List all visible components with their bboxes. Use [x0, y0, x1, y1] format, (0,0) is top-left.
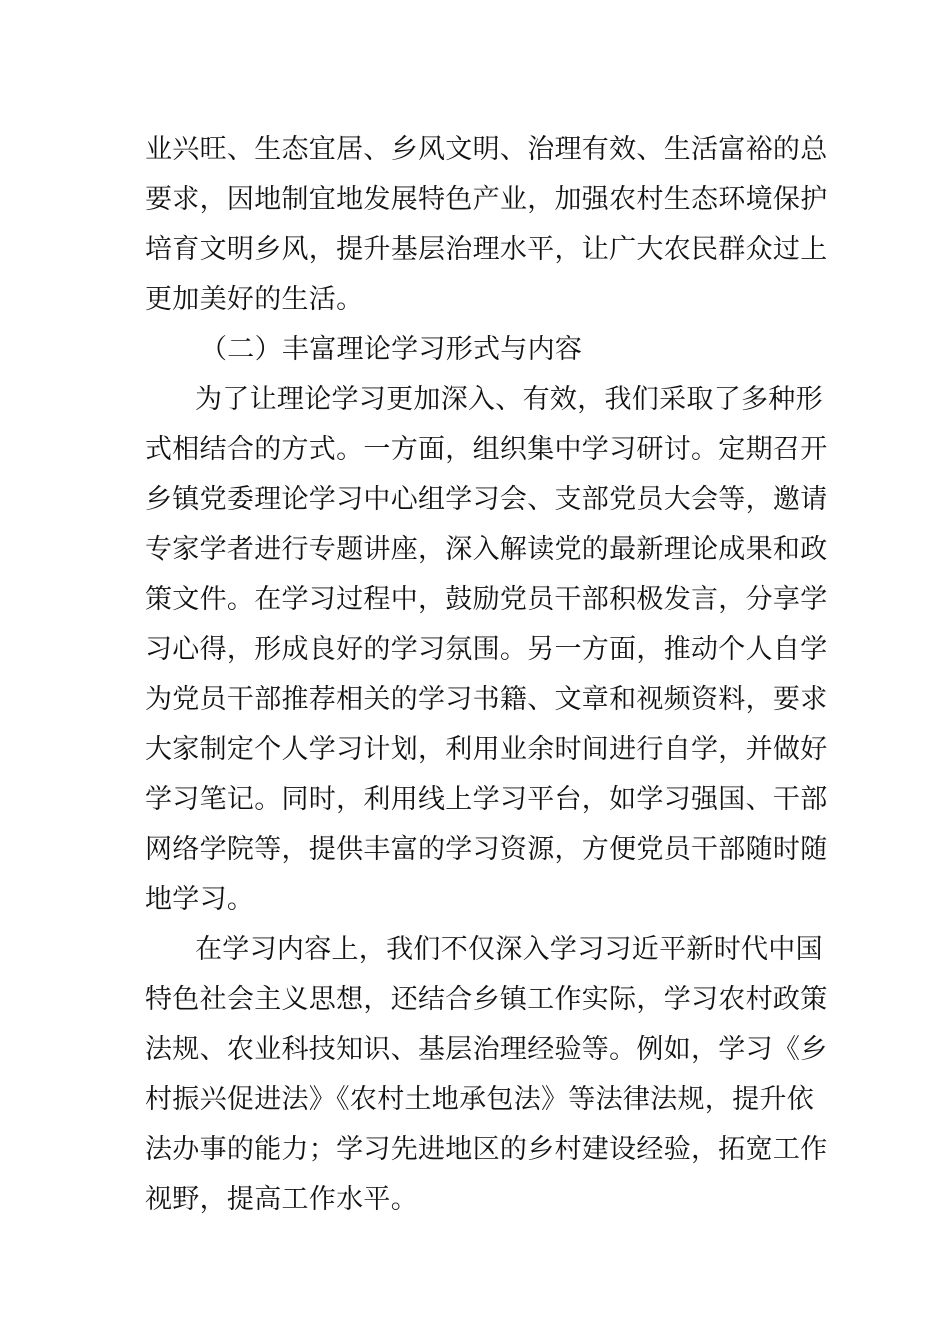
paragraph-line: 业兴旺、生态宜居、乡风文明、治理有效、生活富裕的总 [145, 134, 828, 165]
paragraph-line: 学习笔记。同时，利用线上学习平台，如学习强国、干部 [145, 784, 828, 815]
paragraph-line: 村振兴促进法》《农村土地承包法》等法律法规，提升依 [145, 1084, 814, 1115]
paragraph-line: 培育文明乡风，提升基层治理水平，让广大农民群众过上 [145, 234, 828, 265]
paragraph-line: 网络学院等，提供丰富的学习资源，方便党员干部随时随 [145, 834, 828, 865]
paragraph-line: 地学习。 [145, 884, 255, 915]
paragraph-line: 特色社会主义思想，还结合乡镇工作实际，学习农村政策 [145, 984, 828, 1015]
paragraph-line: 式相结合的方式。一方面，组织集中学习研讨。定期召开 [145, 434, 828, 465]
paragraph-line: 为了让理论学习更加深入、有效，我们采取了多种形 [195, 384, 823, 415]
paragraph-line: 习心得，形成良好的学习氛围。另一方面，推动个人自学 [145, 634, 828, 665]
paragraph-line: 视野，提高工作水平。 [145, 1184, 418, 1215]
paragraph-line: 乡镇党委理论学习中心组学习会、支部党员大会等，邀请 [145, 484, 828, 515]
paragraph-line: 法办事的能力；学习先进地区的乡村建设经验，拓宽工作 [145, 1134, 828, 1165]
section-heading: （二）丰富理论学习形式与内容 [200, 334, 583, 365]
paragraph-line: 法规、农业科技知识、基层治理经验等。例如，学习《乡 [145, 1034, 828, 1065]
paragraph-line: 在学习内容上，我们不仅深入学习习近平新时代中国 [195, 934, 823, 965]
paragraph-line: 要求，因地制宜地发展特色产业，加强农村生态环境保护 [145, 184, 828, 215]
paragraph-line: 大家制定个人学习计划，利用业余时间进行自学，并做好 [145, 734, 828, 765]
paragraph-line: 为党员干部推荐相关的学习书籍、文章和视频资料，要求 [145, 684, 828, 715]
paragraph-line: 策文件。在学习过程中，鼓励党员干部积极发言，分享学 [145, 584, 828, 615]
paragraph-line: 专家学者进行专题讲座，深入解读党的最新理论成果和政 [145, 534, 828, 565]
paragraph-line: 更加美好的生活。 [145, 284, 364, 315]
